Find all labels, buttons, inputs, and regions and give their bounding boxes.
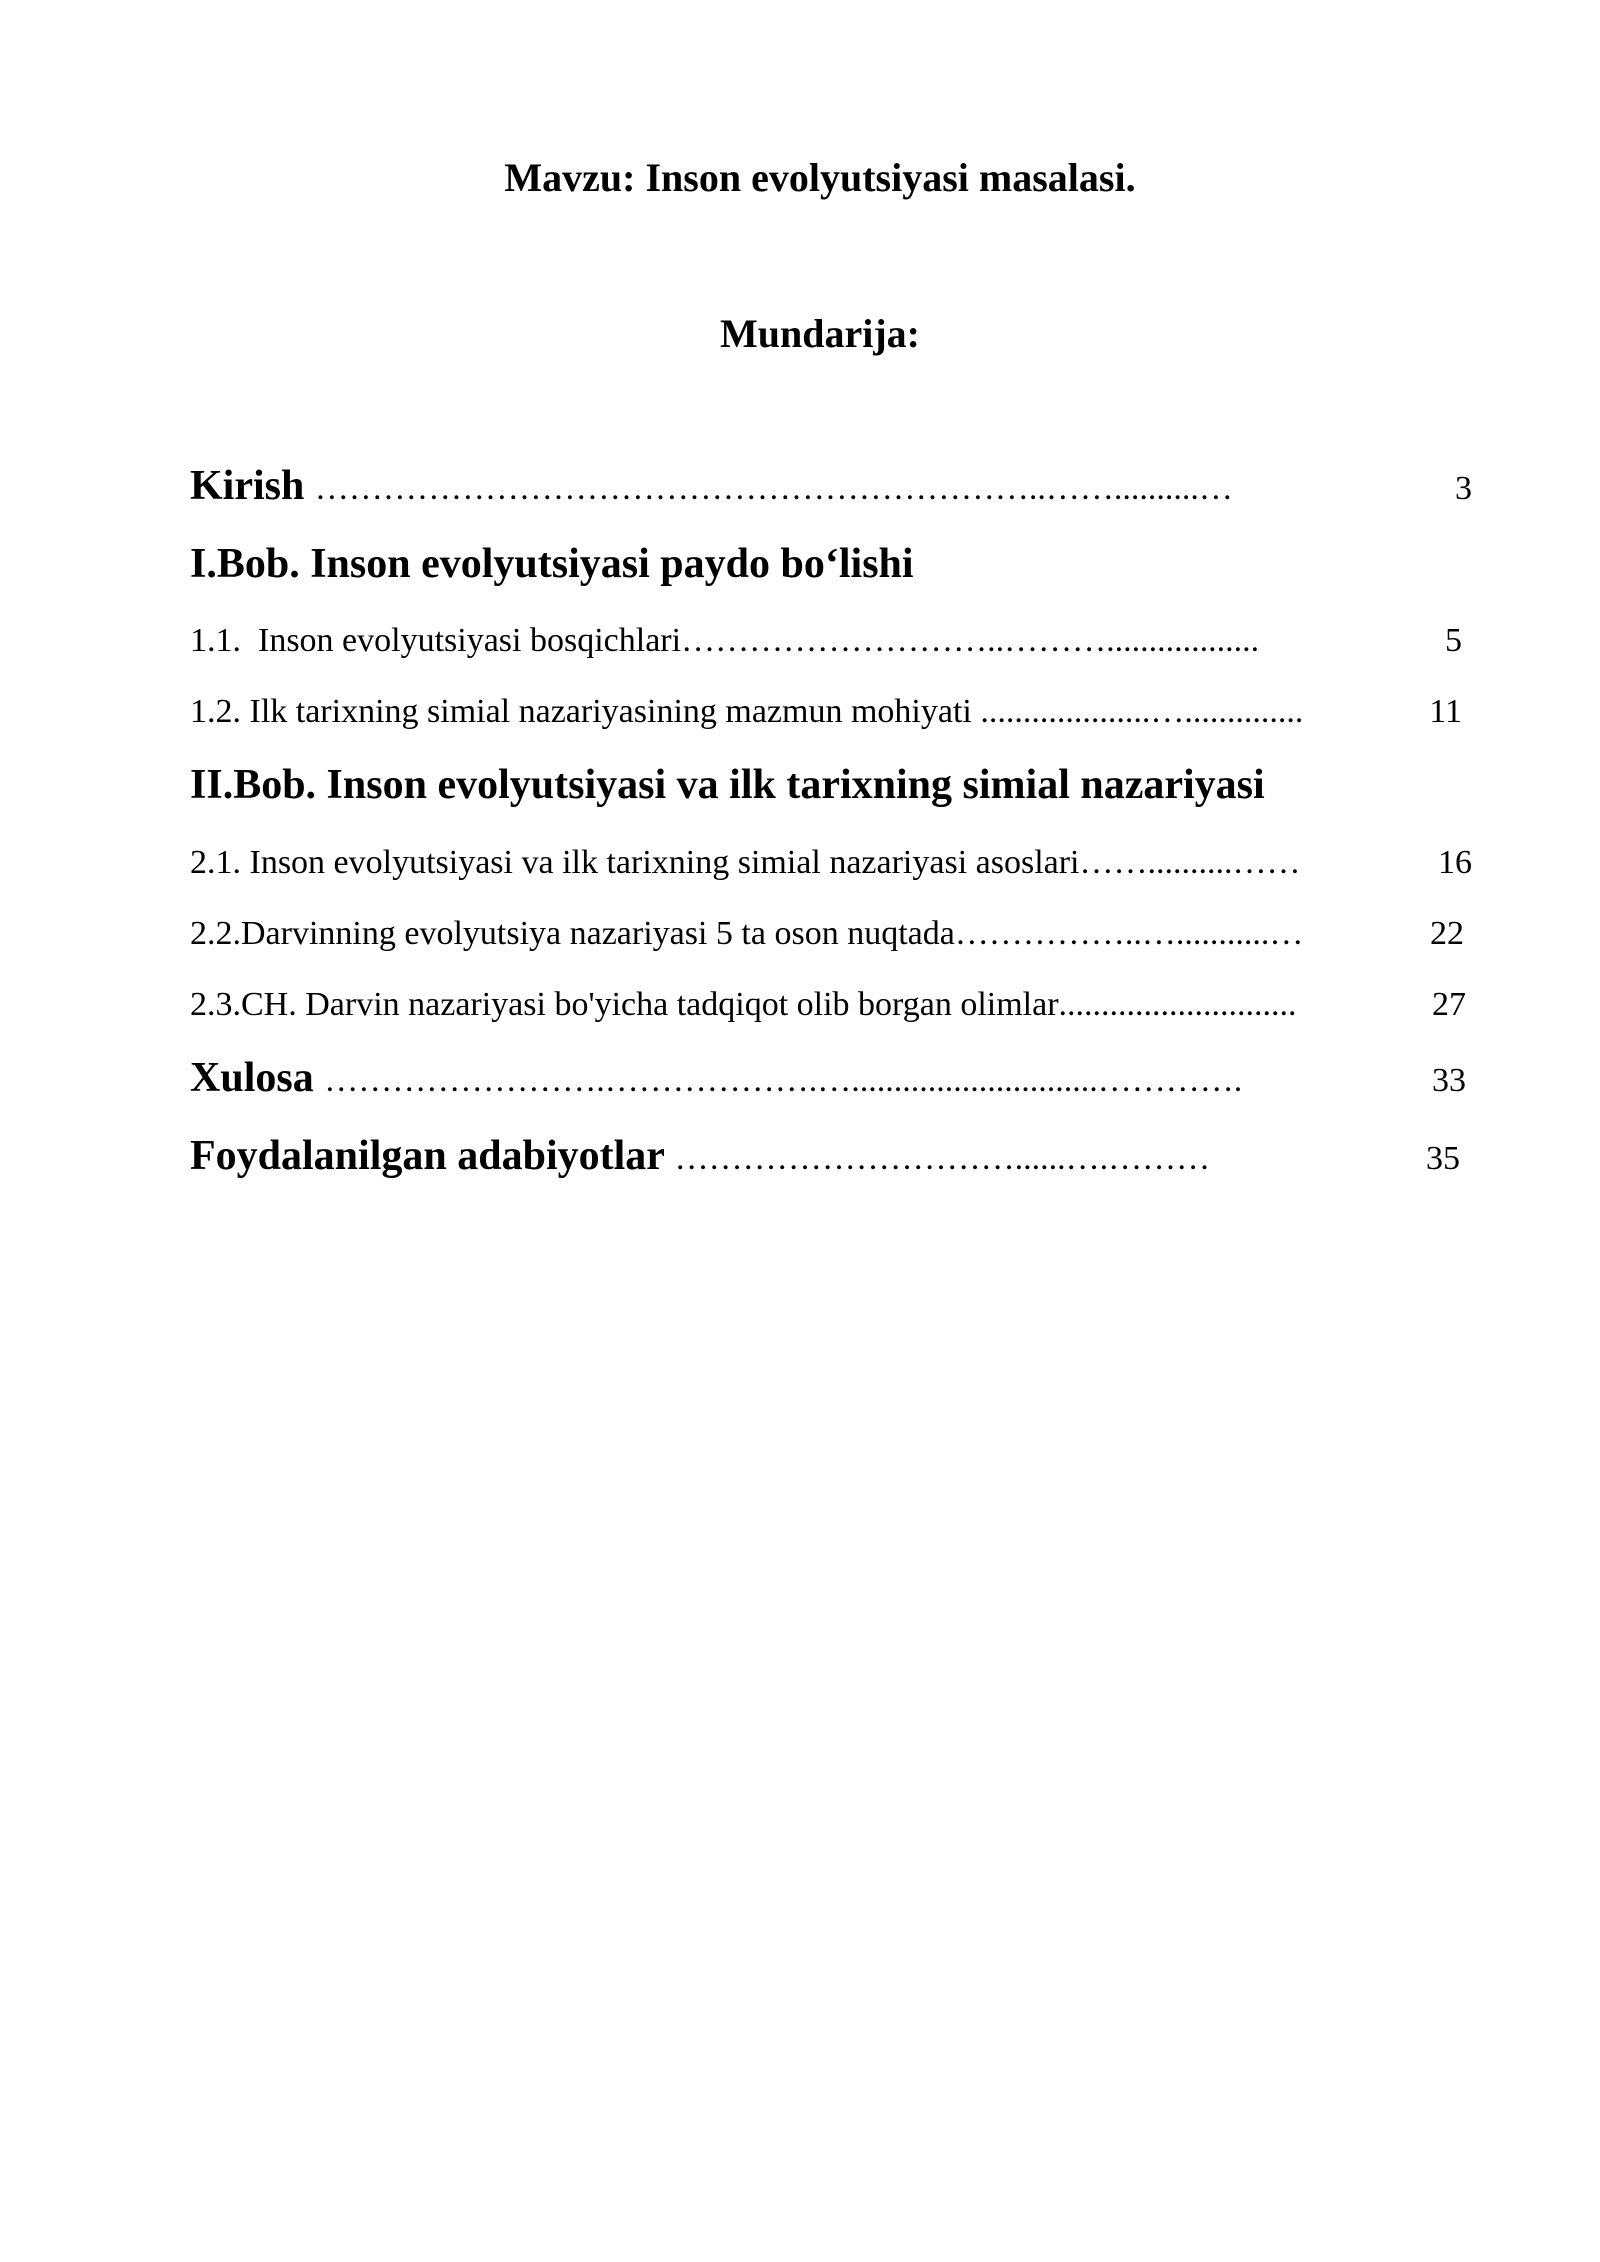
toc-entry-xulosa[interactable] [190, 1054, 1466, 1110]
toc-leader-dots: ………………………..……….................. [681, 622, 1260, 659]
toc-leader-dots: …………………………......….……… [674, 1140, 1211, 1177]
toc-entry-label: Foydalanilgan adabiyotlar [190, 1133, 675, 1179]
toc-page-number: 33 [1432, 1062, 1466, 1099]
toc-entry-label: Xulosa [190, 1055, 325, 1101]
toc-page-number: 16 [1438, 844, 1472, 881]
toc-page-number: 27 [1432, 986, 1466, 1023]
toc-entry-2-1[interactable] [190, 844, 1472, 890]
toc-chapter-1[interactable] [190, 540, 1390, 596]
toc-entry-label: 1.2. Ilk tarixning simial nazariyasining mazmun mohiyati [190, 693, 981, 730]
toc-leader-dots: ……..........…… [1079, 844, 1301, 881]
toc-entry-2-3[interactable] [190, 986, 1466, 1032]
toc-leader-dots: ....................….............. [980, 693, 1304, 730]
toc-entry-label: II.Bob. Inson evolyutsiyasi va ilk tarixning simial nazariyasi [190, 762, 1265, 808]
toc-entry-label: 2.2.Darvinning evolyutsiya nazariyasi 5 ta oson nuqtada [190, 915, 955, 952]
toc-leader-dots: …………………….……………….….............................…………. [324, 1062, 1243, 1099]
toc-page-number: 22 [1430, 915, 1464, 952]
toc-entry-2-2[interactable] [190, 915, 1464, 961]
toc-entry-kirish[interactable] [190, 462, 1472, 518]
toc-leader-dots: ………………………………………………………..……..........… [314, 470, 1233, 507]
toc-entry-label: I.Bob. Inson evolyutsiyasi paydo boʻlishi [190, 541, 914, 587]
toc-page-number: 3 [1455, 470, 1472, 507]
document-topic: Mavzu: Inson evolyutsiyasi masalasi. [504, 155, 1136, 200]
toc-entry-1-1[interactable] [190, 622, 1462, 668]
toc-leader-dots: ……………..…...........… [954, 915, 1304, 952]
toc-page-number: 35 [1426, 1140, 1460, 1177]
toc-entry-label: 1.1. Inson evolyutsiyasi bosqichlari [190, 622, 682, 659]
toc-entry-label: Kirish [190, 463, 315, 509]
toc-leader-dots: ............................ [1058, 986, 1297, 1023]
toc-chapter-2[interactable] [190, 761, 1440, 817]
toc-entry-adabiyotlar[interactable] [190, 1132, 1460, 1188]
toc-entry-1-2[interactable] [190, 693, 1462, 739]
toc-page-number: 11 [1429, 693, 1462, 730]
toc-entry-label: 2.3.CH. Darvin nazariyasi bo'yicha tadqiqot olib borgan olimlar [190, 986, 1059, 1023]
toc-heading: Mundarija: [720, 311, 920, 356]
toc-entry-label: 2.1. Inson evolyutsiyasi va ilk tarixning simial nazariyasi asoslari [190, 844, 1080, 881]
toc-page-number: 5 [1445, 622, 1462, 659]
